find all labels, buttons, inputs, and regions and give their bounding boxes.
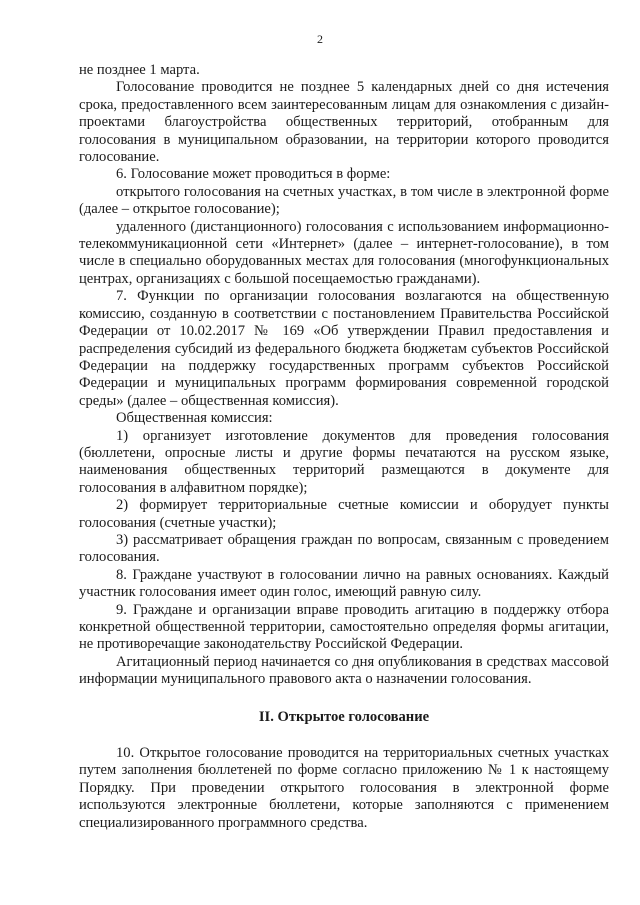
- paragraph: 9. Граждане и организации вправе проводить агитацию в поддержку отбора конкретной общественной территории, самостоятельно определяя формы агитации, не противоречащие законодательству Российской Федерации.: [79, 601, 609, 653]
- paragraph: 10. Открытое голосование проводится на территориальных счетных участках путем заполнения бюллетеней по форме согласно приложению № 1 к настоящему Порядку. При проведении открытого голосования в электронной форме используются электронные бюллетени, которые заполняются с применением специализированного программного средства.: [79, 745, 609, 831]
- paragraph: 8. Граждане участвуют в голосовании лично на равных основаниях. Каждый участник голосования имеет один голос, имеющий равную силу.: [79, 566, 609, 601]
- paragraph: Общественная комиссия:: [116, 410, 273, 427]
- list-item: 3) рассматривает обращения граждан по вопросам, связанным с проведением голосования.: [79, 531, 609, 566]
- paragraph: Агитационный период начинается со дня опубликования в средствах массовой информации муниципального правового акта о назначении голосования.: [79, 653, 609, 688]
- paragraph: не позднее 1 марта.: [79, 62, 200, 78]
- paragraph: удаленного (дистанционного) голосования с использованием информационно-телекоммуникационной сети «Интернет» (далее – интернет-голосование), в том числе в специально оборудованных местах для голосования (многофункциональных центрах, организациях с большой посещаемостью гражданами).: [79, 218, 609, 287]
- section-heading: II. Открытое голосование: [258, 708, 430, 725]
- document-body: [79, 62, 609, 832]
- page-number: 2: [317, 32, 323, 46]
- paragraph: Голосование проводится не позднее 5 календарных дней со дня истечения срока, предоставленного всем заинтересованным лицам для ознакомления с дизайн-проектами благоустройства общественных территорий, отобранным для голосования в муниципальном образовании, на территории которого проводится голосование.: [79, 79, 609, 166]
- paragraph: 7. Функции по организации голосования возлагаются на общественную комиссию, созданную в соответствии с постановлением Правительства Российской Федерации от 10.02.2017 № 169 «Об утверждении Правил предоставления и распределения субсидий из федерального бюджета бюджетам субъектов Российской Федерации на поддержку государственных программ субъектов Российской Федерации и муниципальных программ формирования современной городской среды» (далее – общественная комиссия).: [79, 288, 609, 409]
- paragraph: 6. Голосование может проводиться в форме:: [116, 166, 391, 183]
- list-item: 1) организует изготовление документов для проведения голосования (бюллетени, опросные листы и другие формы печатаются на русском языке, наименования общественных территорий размещаются в документе для голосования в алфавитном порядке);: [79, 427, 609, 496]
- paragraph: открытого голосования на счетных участках, в том числе в электронной форме (далее – открытое голосование);: [79, 183, 609, 218]
- paragraphs-before-section: [79, 62, 609, 689]
- list-item: 2) формирует территориальные счетные комиссии и оборудует пункты голосования (счетные участки);: [79, 497, 609, 531]
- paragraphs-after-section: [79, 745, 609, 832]
